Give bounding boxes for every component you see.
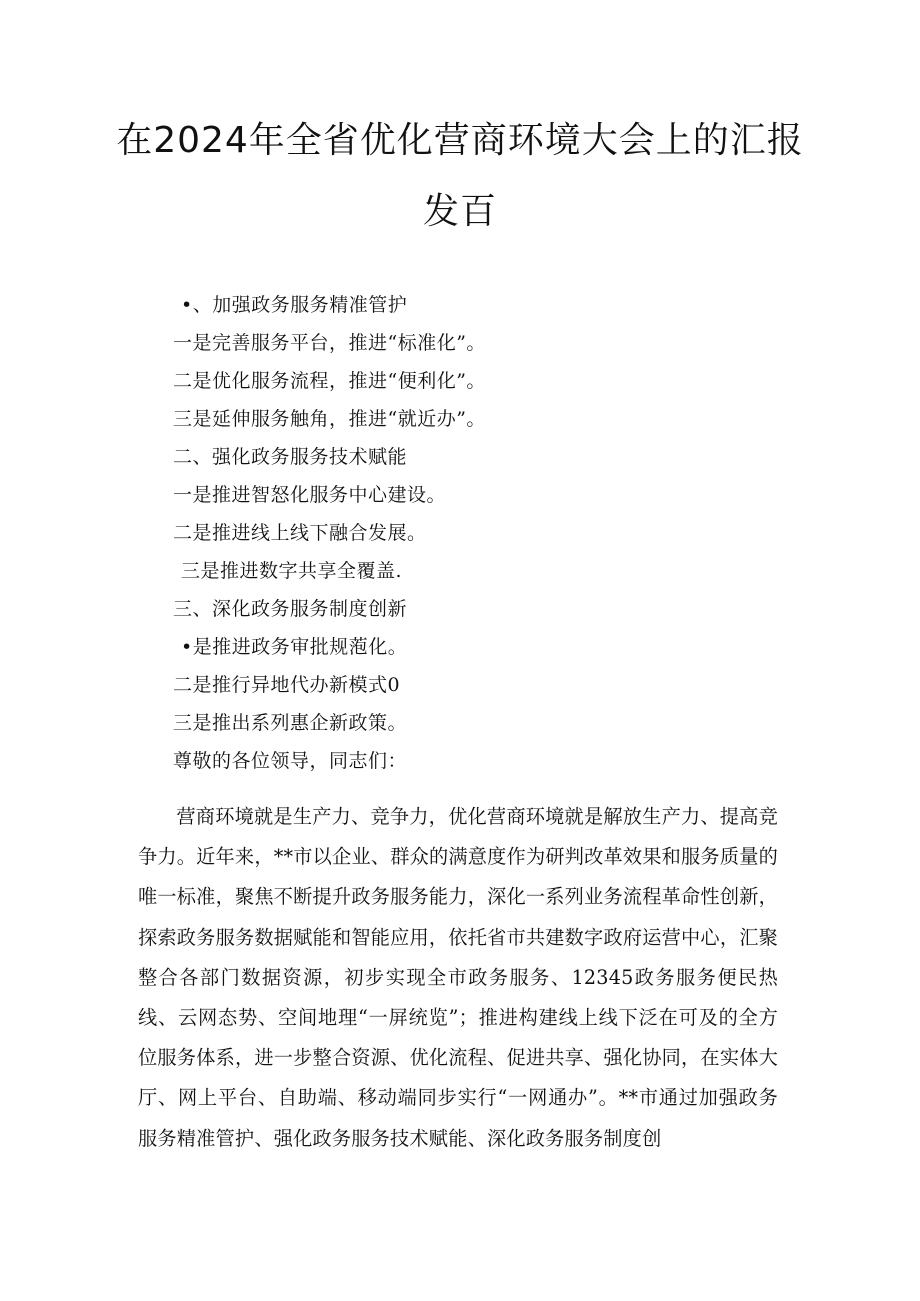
outline-heading-3: 三、深化政务服务制度创新	[173, 598, 408, 620]
document-title-line2: 发百	[422, 191, 497, 232]
outline-item: 三是推出系列惠企新政策。	[173, 712, 408, 734]
outline-item: 三是延伸服务触角，推进“就近办”。	[173, 408, 486, 430]
outline-item: 二是推进线上线下融合发展。	[173, 522, 427, 544]
outline-item: •是推进政务审批规萢化。	[181, 636, 408, 658]
outline-heading-2: 二、强化政务服务技术赋能	[173, 446, 408, 468]
outline-heading-1: •、加强政务服务精准管护	[181, 294, 408, 316]
salutation: 尊敬的各位领导，同志们：	[173, 750, 408, 772]
outline-item: 二是推行异地代办新模式0	[173, 674, 401, 696]
outline-item: 一是完善服务平台，推进“标准化”。	[173, 332, 486, 354]
outline-item: 二是优化服务流程，推进“便利化”。	[173, 370, 486, 392]
outline-item: 一是推进智怒化服务中心建设。	[173, 484, 447, 506]
document-title-line1: 在2024年全省优化营商环境大会上的汇报	[116, 120, 804, 161]
body-paragraph: 营商环境就是生产力、竞争力，优化营商环境就是解放生产力、提高竞争力。近年来，**市以企业、群众的满意度作为研判改革效果和服务质量的唯一标准，聚焦不断提升政务服务能力，深化一系列业务流程革命性创新，探索政务服务数据赋能和智能应用，依托省市共建数字政府运营中心，汇聚整合各部门数据资源，初步实现全市政务服务、12345政务服务便民热线、云网态势、空间地理“一屏统览”；推进构建线上线下泛在可及的全方位服务体系，进一步整合资源、优化流程、促进共享、强化协同，在实体大厅、网上平台、自助端、移动端同步实行“一网通办”。**市通过加强政务服务精准管护、强化政务服务技术赋能、深化政务服务制度创	[138, 805, 778, 1150]
outline-item: 三是推进数字共享全覆盖.	[181, 560, 403, 582]
